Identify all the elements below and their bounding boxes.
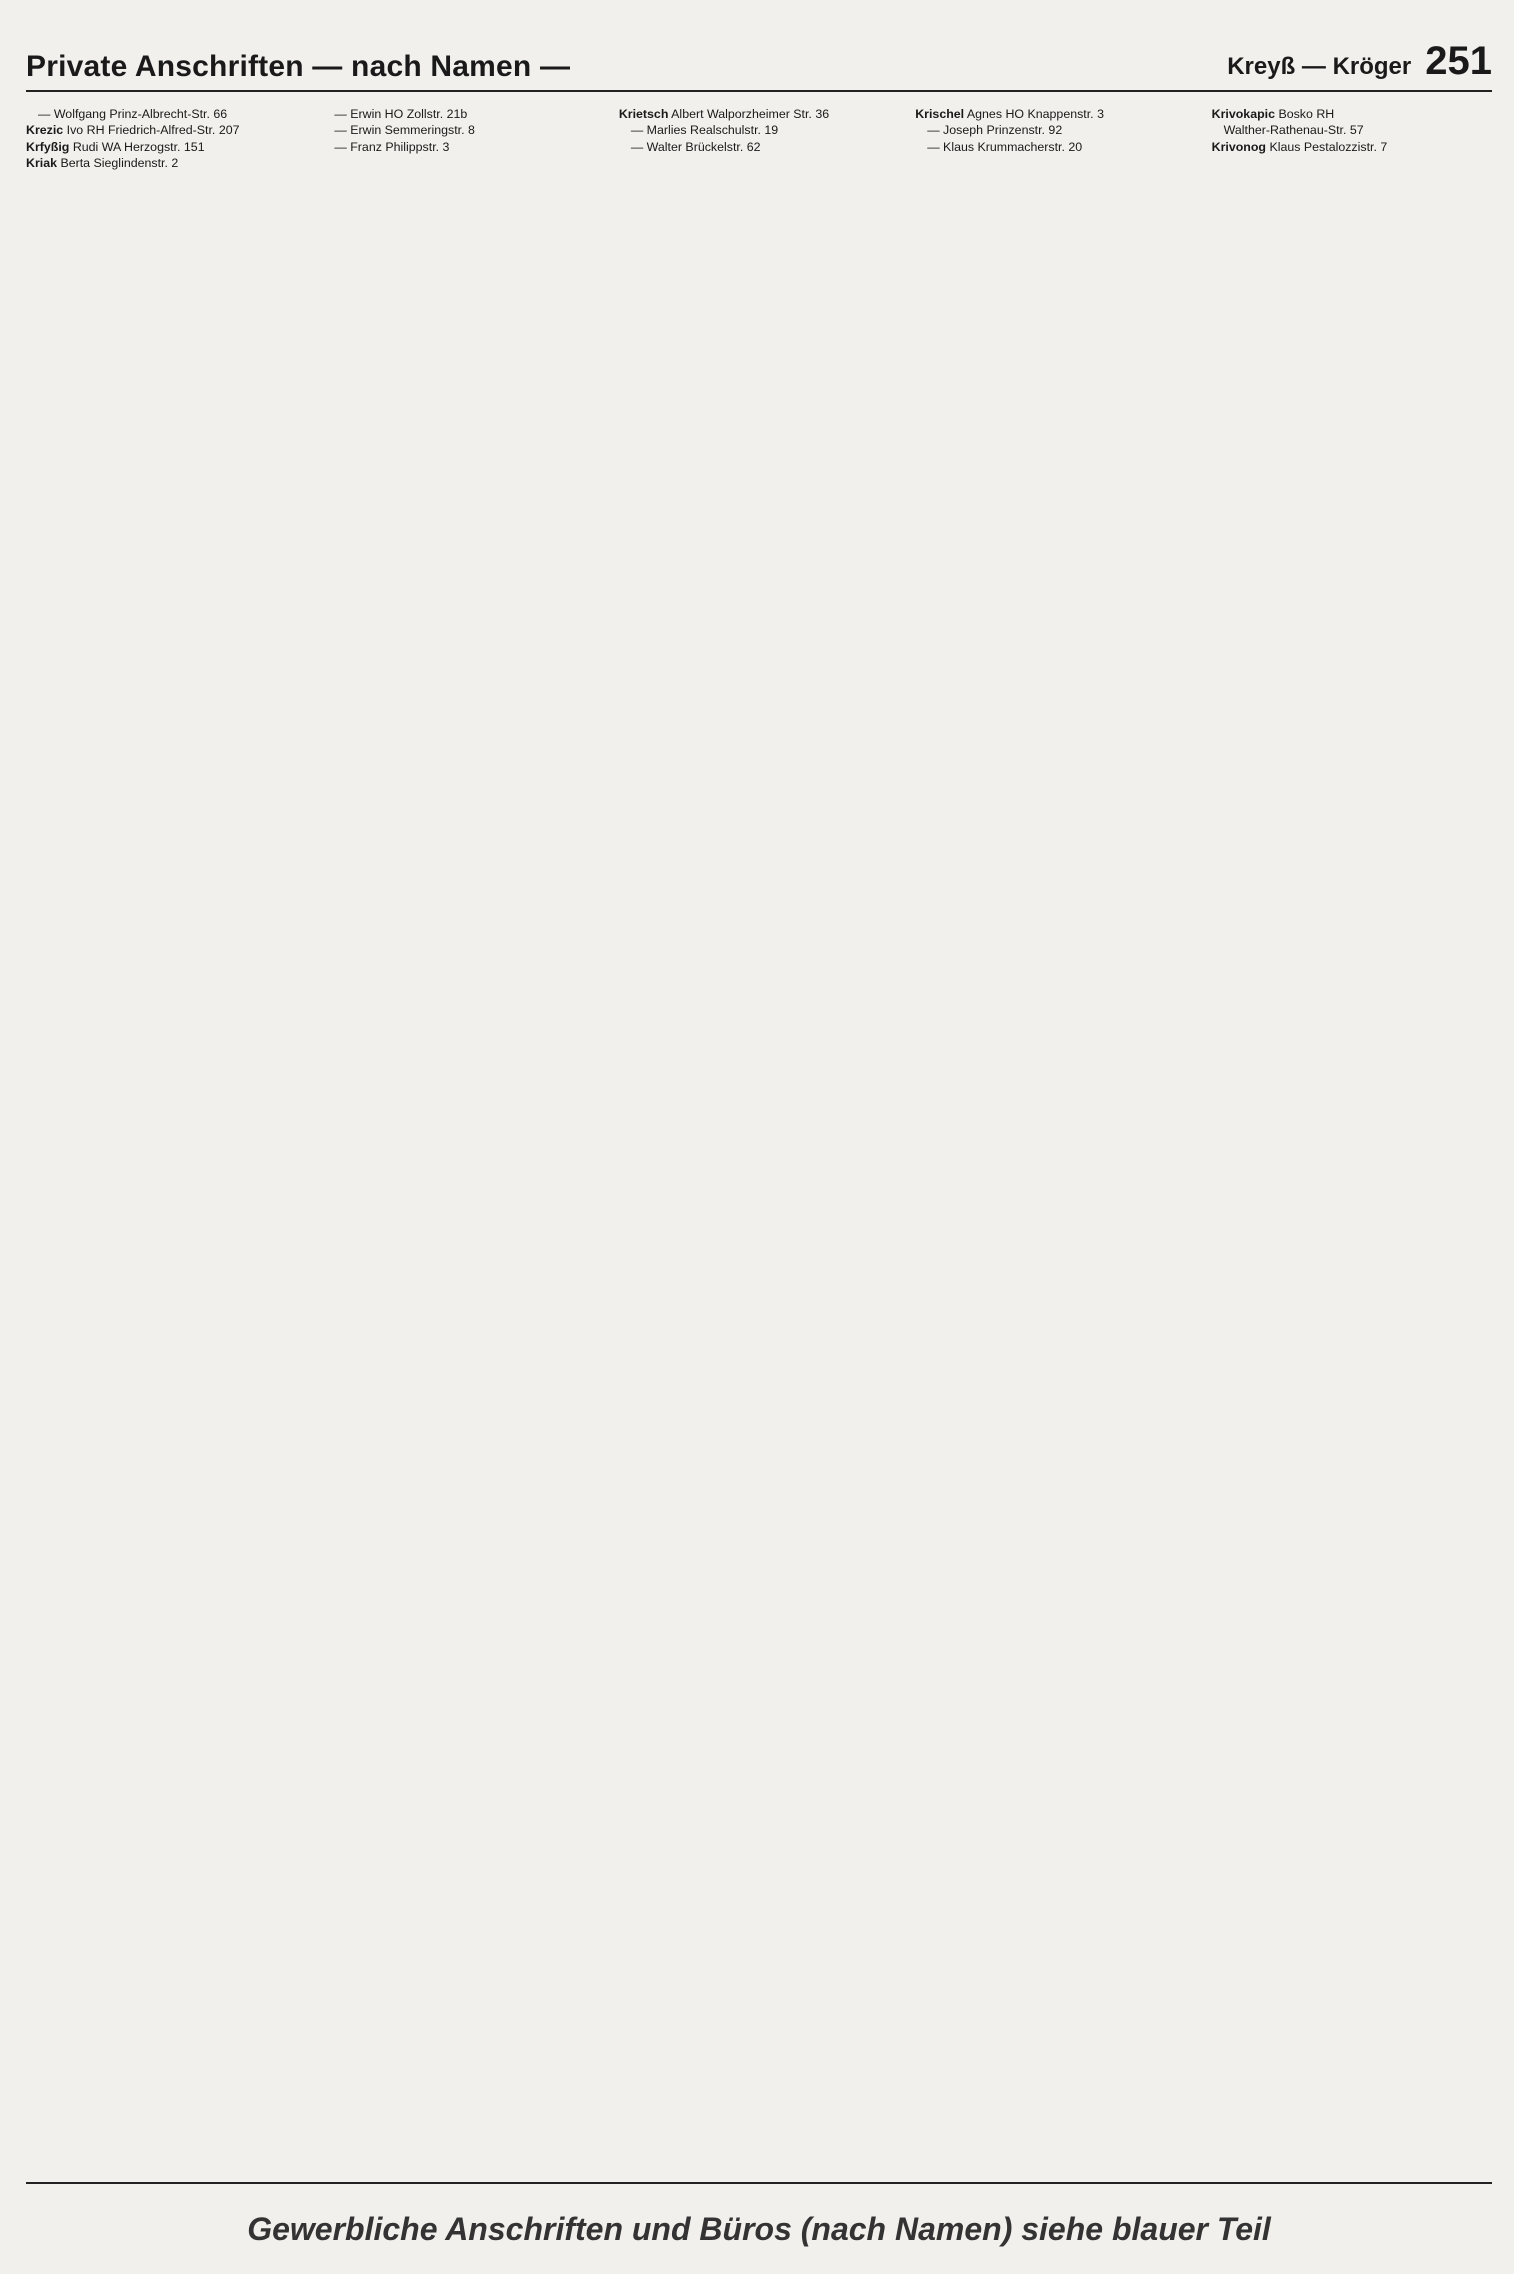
directory-entry	[1212, 122, 1492, 138]
directory-column-1	[26, 106, 306, 2174]
entry-surname: Krischel	[915, 107, 965, 121]
entry-details: — Walter Brückelstr. 62	[630, 139, 761, 154]
entry-surname: Krivonog	[1211, 139, 1267, 154]
directory-entry	[619, 139, 899, 155]
entry-details: — Wolfgang Prinz-Albrecht-Str. 66	[38, 107, 228, 121]
entry-details: — Erwin HO Zollstr. 21b	[334, 107, 468, 121]
directory-column-4	[915, 106, 1195, 2174]
directory-entry	[915, 106, 1195, 122]
entry-details: — Franz Philippstr. 3	[334, 139, 450, 154]
directory-entry	[322, 122, 602, 138]
header-right	[1227, 39, 1492, 84]
directory-entry	[26, 139, 306, 155]
directory-entry	[1212, 139, 1492, 155]
directory-entry	[26, 106, 306, 122]
directory-column-2	[322, 106, 602, 2174]
directory-entry	[915, 122, 1195, 138]
entry-surname: Krietsch	[618, 107, 669, 121]
entry-details: Berta Sieglindenstr. 2	[60, 155, 179, 170]
directory-entry	[322, 106, 602, 122]
entry-details: Bosko RH	[1278, 107, 1335, 121]
entry-details: Rudi WA Herzogstr. 151	[72, 139, 205, 154]
directory-entry	[619, 106, 899, 122]
entry-details: Albert Walporzheimer Str. 36	[671, 107, 830, 121]
directory-entry	[26, 122, 306, 138]
entry-details: Walther-Rathenau-Str. 57	[1223, 123, 1364, 138]
page-number: 251	[1425, 39, 1492, 83]
entry-details: — Joseph Prinzenstr. 92	[927, 123, 1063, 138]
name-range: Kreyß — Kröger	[1227, 53, 1412, 80]
footer-banner	[26, 2182, 1492, 2274]
entry-surname: Krfyßig	[26, 139, 70, 154]
directory-columns	[26, 106, 1492, 2174]
directory-entry	[915, 139, 1195, 155]
directory-entry	[1212, 106, 1492, 122]
entry-details: Klaus Pestalozzistr. 7	[1269, 139, 1388, 154]
entry-details: Ivo RH Friedrich-Alfred-Str. 207	[66, 123, 240, 138]
page-title: Private Anschriften — nach Namen —	[26, 50, 571, 83]
footer-text: Gewerbliche Anschriften und Büros (nach Namen) siehe blauer Teil	[247, 2210, 1271, 2247]
entry-details: — Marlies Realschulstr. 19	[630, 123, 779, 138]
entry-details: — Klaus Krummacherstr. 20	[927, 139, 1083, 154]
directory-entry	[322, 139, 602, 155]
entry-surname: Krezic	[26, 123, 64, 138]
entry-surname: Kriak	[26, 155, 57, 170]
entry-details: Agnes HO Knappenstr. 3	[966, 107, 1104, 121]
directory-column-3	[619, 106, 899, 2174]
entry-details: — Erwin Semmeringstr. 8	[334, 123, 475, 138]
directory-entry	[26, 155, 306, 171]
entry-surname: Krivokapic	[1211, 107, 1275, 121]
page-header	[26, 24, 1492, 92]
directory-entry	[619, 122, 899, 138]
directory-column-5	[1212, 106, 1492, 2174]
